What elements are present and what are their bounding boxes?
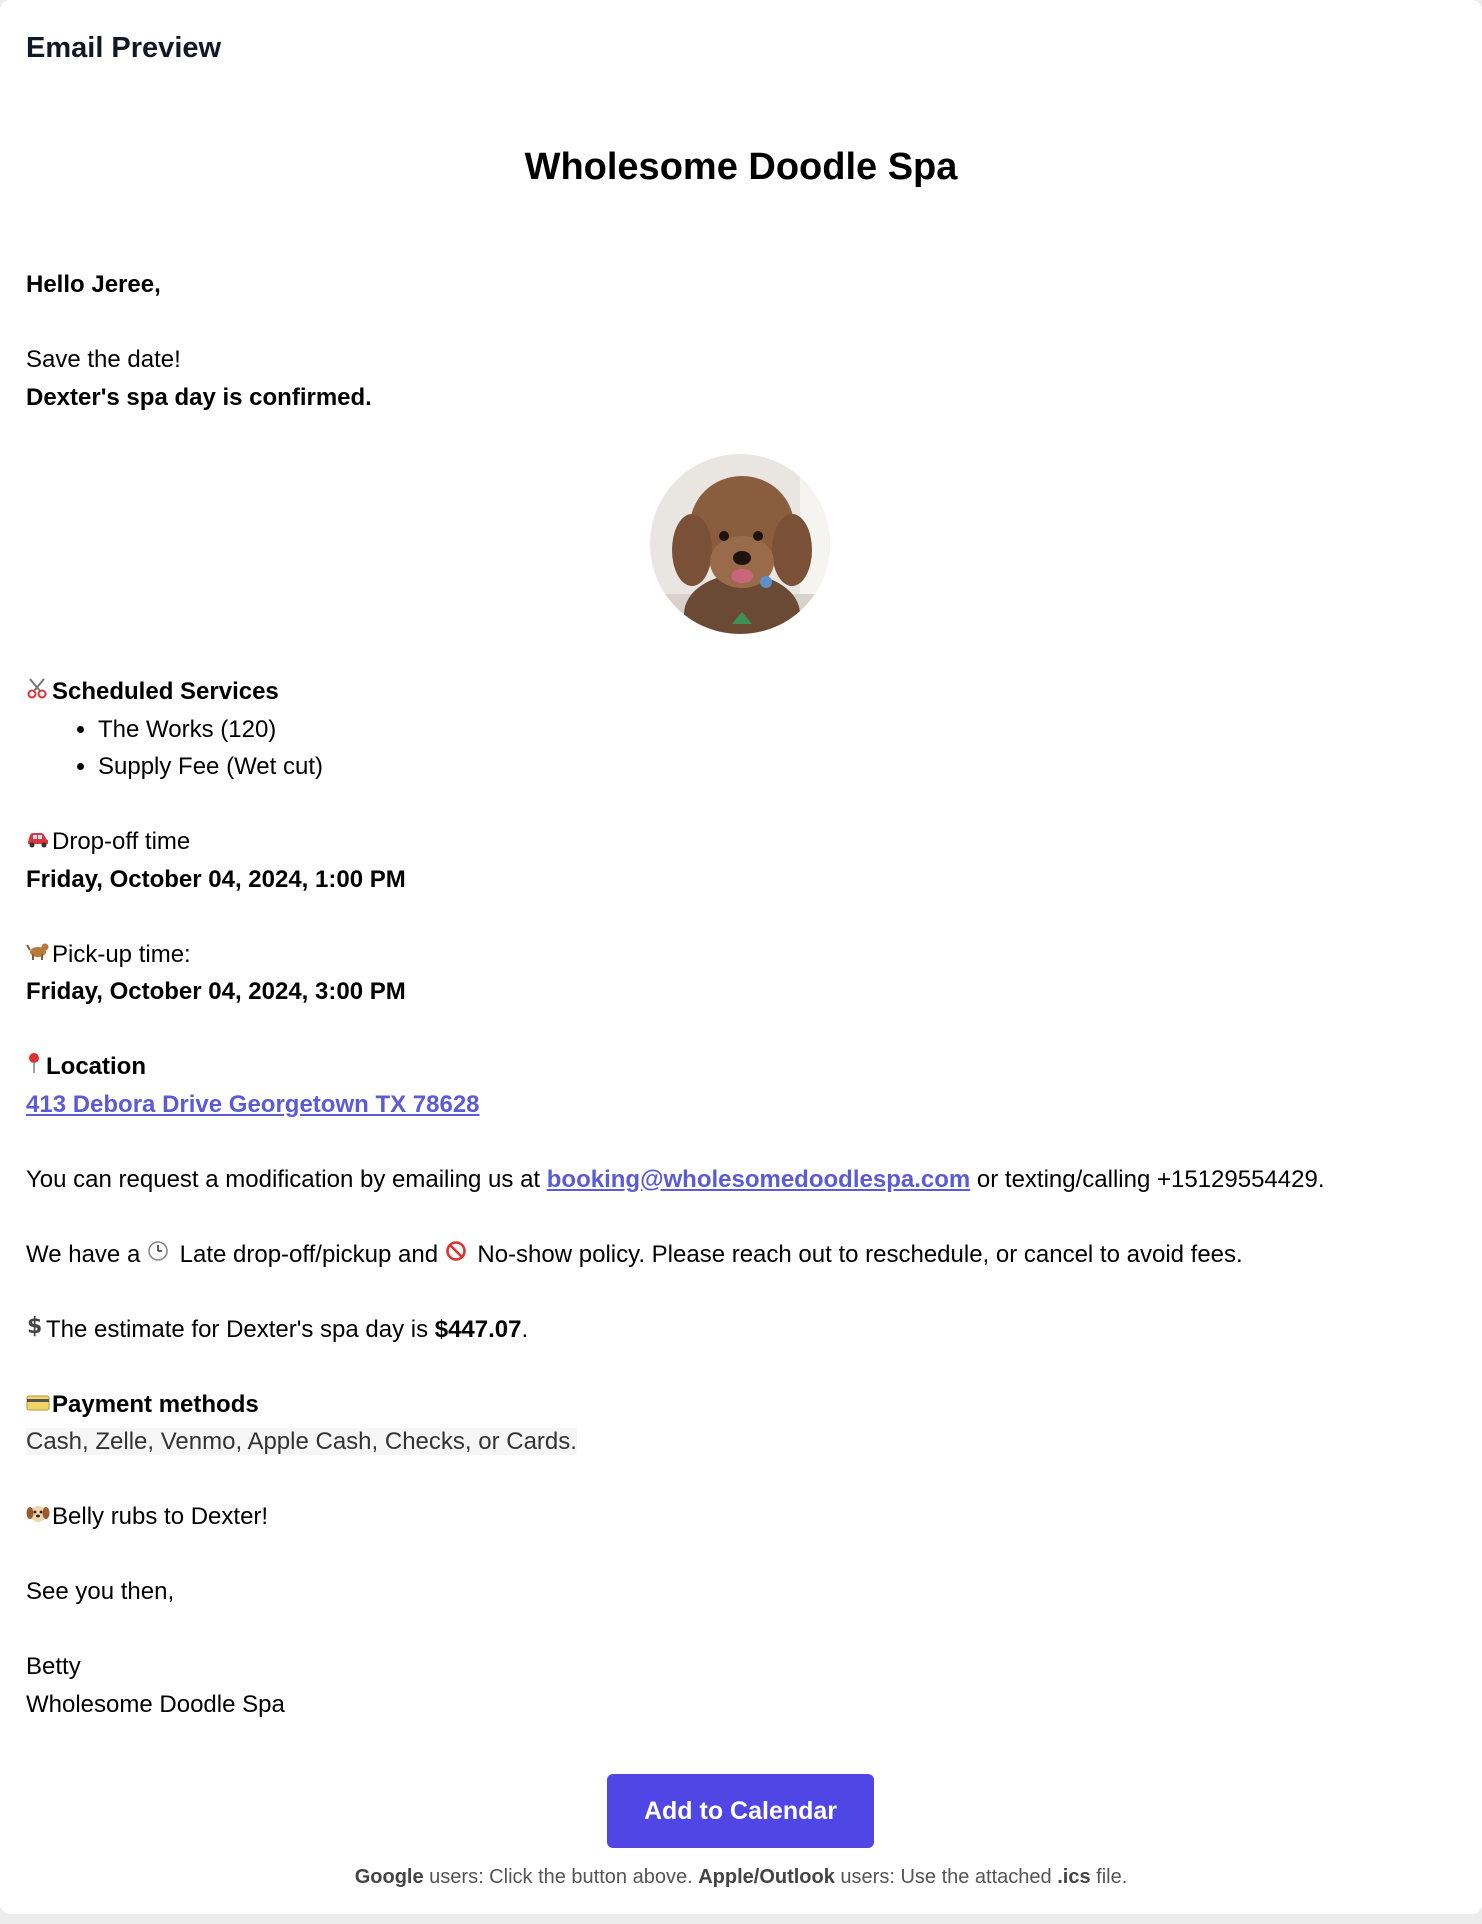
booking-email-link[interactable]: booking@wholesomedoodlespa.com <box>546 1165 971 1193</box>
dropoff-time: Friday, October 04, 2024, 1:00 PM <box>26 865 406 893</box>
scissors-icon <box>26 673 52 711</box>
policy-text: We have a Late drop-off/pickup and No-show policy. Please reach out to reschedule, or cancel to avoid fees. <box>26 1236 1446 1274</box>
spa-name-heading: Wholesome Doodle Spa <box>524 146 958 188</box>
dog-avatar <box>650 454 830 634</box>
estimate-amount: $447.07 <box>434 1315 522 1343</box>
avatar-container <box>26 416 1446 673</box>
clock-icon <box>147 1236 173 1274</box>
sender-name: Betty <box>26 1653 81 1680</box>
pickup-label: Pick-up time: <box>26 936 1446 974</box>
svg-text:$: $ <box>27 1313 43 1337</box>
payment-heading: Payment methods <box>26 1386 1446 1424</box>
add-to-calendar-button[interactable]: Add to Calendar <box>607 1774 874 1848</box>
email-body <box>26 266 1446 1723</box>
dollar-icon <box>26 1311 46 1349</box>
credit-card-icon <box>26 1386 52 1424</box>
save-date-text: Save the date! <box>26 346 181 373</box>
estimate-text: $ The estimate for Dexter's spa day is $447.07. <box>26 1311 1446 1349</box>
dropoff-label: Drop-off time <box>26 823 1446 861</box>
payment-methods-text: Cash, Zelle, Venmo, Apple Cash, Checks, or Cards. <box>26 1428 577 1455</box>
services-heading: Scheduled Services <box>26 673 1446 711</box>
pickup-time: Friday, October 04, 2024, 3:00 PM <box>26 978 406 1005</box>
dog-icon <box>26 936 52 974</box>
modification-text: You can request a modification by emailing us at booking@wholesomedoodlespa.com or texting/calling +15129554429. <box>26 1165 1325 1193</box>
dog-face-icon <box>26 1498 52 1536</box>
list-item: • Supply Fee (Wet cut) <box>98 748 1446 786</box>
page-title: Email Preview <box>26 32 222 64</box>
confirmation-text: Dexter's spa day is confirmed. <box>26 383 372 411</box>
car-icon <box>26 823 52 861</box>
location-address-link[interactable]: 413 Debora Drive Georgetown TX 78628 <box>26 1090 480 1118</box>
location-heading: Location <box>26 1048 1446 1086</box>
pin-icon <box>26 1048 46 1086</box>
prohibited-icon <box>445 1236 471 1274</box>
calendar-footnote: Google users: Click the button above. Apple/Outlook users: Use the attached .ics file. <box>354 1866 1128 1888</box>
sender-org: Wholesome Doodle Spa <box>26 1690 285 1718</box>
greeting: Hello Jeree, <box>26 271 161 298</box>
list-item: • The Works (120) <box>98 711 1446 749</box>
belly-rubs-text: Belly rubs to Dexter! <box>26 1498 1446 1536</box>
signoff-text: See you then, <box>26 1578 175 1605</box>
services-list <box>26 711 1446 786</box>
